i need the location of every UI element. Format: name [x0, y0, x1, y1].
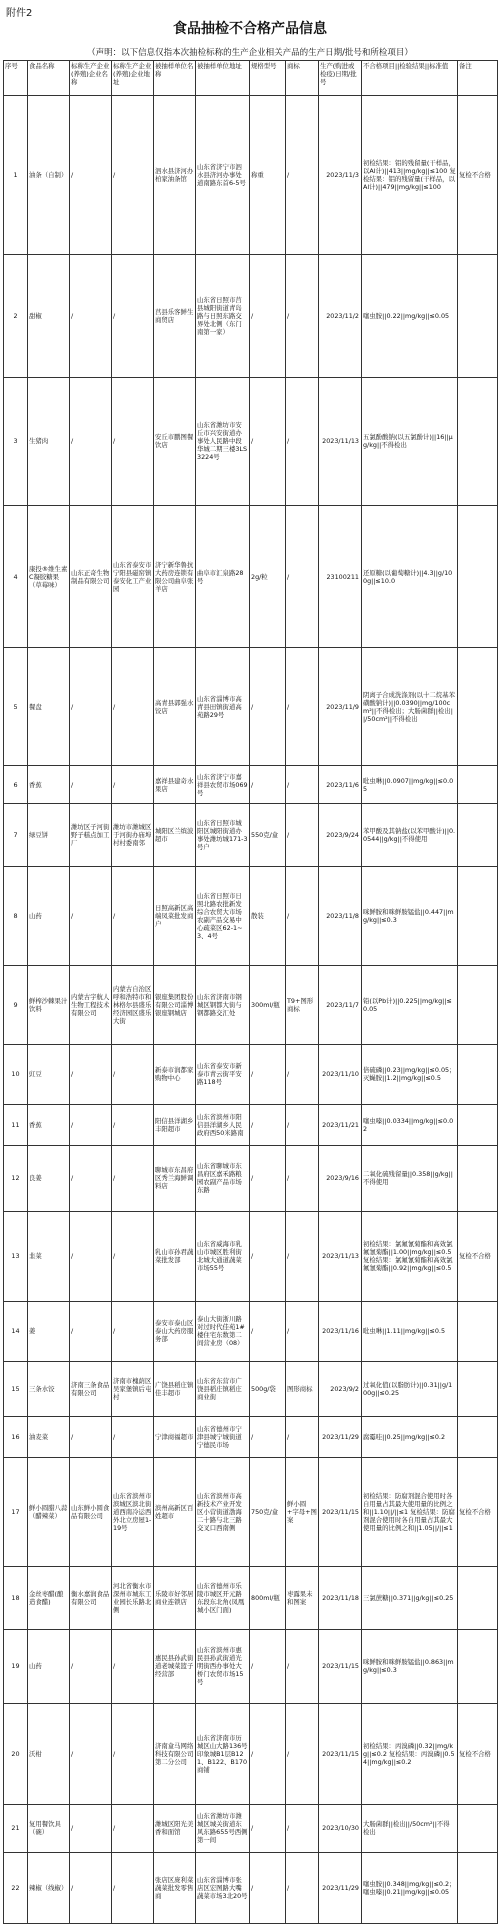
cell-sampled-unit-name: 宁津商福超市 — [154, 1416, 196, 1457]
cell-sampled-unit-address: 山东省济宁市嘉祥县农贸市场069号 — [196, 765, 250, 803]
cell-producer-name: / — [70, 1301, 112, 1361]
cell-food-name: 油条（自制） — [28, 96, 70, 255]
cell-spec: 800ml/瓶 — [250, 1567, 286, 1630]
cell-production-date: 2023/11/18 — [319, 1567, 362, 1630]
cell-seq: 14 — [4, 1301, 28, 1361]
table-row — [4, 765, 498, 803]
table-row — [4, 1301, 498, 1361]
cell-spec: 散装 — [250, 867, 286, 965]
cell-spec: / — [250, 1852, 286, 1923]
cell-producer-name: 内蒙古宇航人生物工程技术有限公司 — [70, 965, 112, 1044]
header-spec: 规格型号 — [250, 61, 286, 96]
cell-producer-name: / — [70, 1852, 112, 1923]
cell-spec: / — [250, 1703, 286, 1804]
cell-spec: 称重 — [250, 96, 286, 255]
cell-producer-name: / — [70, 765, 112, 803]
cell-production-date: 2023/11/13 — [319, 1211, 362, 1301]
cell-food-name: 鲜小圆腊八蒜（醋辣菜） — [28, 1457, 70, 1566]
cell-sampled-unit-address: 山东省济宁市泗水县济河办事处道南路东首6-5号 — [196, 96, 250, 255]
cell-trademark: / — [286, 1416, 319, 1457]
cell-food-name: 油麦菜 — [28, 1416, 70, 1457]
cell-producer-address: / — [112, 1852, 154, 1923]
table-row — [4, 867, 498, 965]
table-row — [4, 1416, 498, 1457]
table-row — [4, 1457, 498, 1566]
cell-remark — [458, 1567, 498, 1630]
cell-trademark: 鲜小圆+字母+图案 — [286, 1457, 319, 1566]
cell-trademark: / — [286, 1301, 319, 1361]
cell-food-name: 生猪肉 — [28, 377, 70, 506]
table-row — [4, 1146, 498, 1212]
cell-production-date: 2023/11/29 — [319, 1852, 362, 1923]
cell-failed-item-result: 咪鲜胺和咪鲜胺锰盐||0.863||mg/kg||≤0.3 — [362, 1629, 458, 1703]
cell-spec: / — [250, 1301, 286, 1361]
cell-production-date: 2023/11/10 — [319, 1044, 362, 1104]
cell-seq: 19 — [4, 1629, 28, 1703]
cell-producer-address: / — [112, 1416, 154, 1457]
cell-sampled-unit-address: 山东省淄博市高青县田镇街道高苑路29号 — [196, 648, 250, 766]
cell-producer-address: / — [112, 1211, 154, 1301]
cell-food-name: 鲜榨沙棘果汁饮料 — [28, 965, 70, 1044]
cell-producer-address: / — [112, 1146, 154, 1212]
cell-producer-name: / — [70, 1416, 112, 1457]
cell-trademark: / — [286, 254, 319, 377]
cell-food-name: 沃柑 — [28, 1703, 70, 1804]
cell-producer-address: / — [112, 254, 154, 377]
cell-spec: / — [250, 254, 286, 377]
cell-sampled-unit-name: 惠民县孙武街道老城菜篮子经营部 — [154, 1629, 196, 1703]
table-row — [4, 1703, 498, 1804]
cell-food-name: 香蕉 — [28, 765, 70, 803]
table-row — [4, 965, 498, 1044]
cell-seq: 11 — [4, 1104, 28, 1145]
cell-seq: 17 — [4, 1457, 28, 1566]
cell-sampled-unit-name: 乳山市孙君蔬菜批发部 — [154, 1211, 196, 1301]
table-row — [4, 254, 498, 377]
cell-producer-name: / — [70, 648, 112, 766]
cell-producer-name: / — [70, 254, 112, 377]
cell-remark — [458, 1416, 498, 1457]
cell-production-date: 2023/11/6 — [319, 765, 362, 803]
table-row — [4, 648, 498, 766]
cell-producer-address: 山东省泰安市宁阳县磁窑镇泰安化工产业园 — [112, 506, 154, 648]
cell-producer-address: / — [112, 1703, 154, 1804]
cell-trademark: T9+图形商标 — [286, 965, 319, 1044]
cell-remark — [458, 867, 498, 965]
cell-production-date: 2023/11/8 — [319, 867, 362, 965]
cell-failed-item-result: 倍硫磷||0.23||mg/kg||≤0.05；灭蝇胺||1.2||mg/kg||≤0.5 — [362, 1044, 458, 1104]
cell-sampled-unit-address: 山东省日照市日照北路农批新发综合农贸大市场农副产品交易中心疏菜区62-1~3、4号 — [196, 867, 250, 965]
cell-spec: 750克/盒 — [250, 1457, 286, 1566]
attachment-label: 附件2 — [6, 8, 33, 19]
table-row — [4, 1804, 498, 1852]
cell-food-name: 康投®维生素C凝胶糖果（草莓味） — [28, 506, 70, 648]
cell-spec: / — [250, 1629, 286, 1703]
cell-production-date: 2023/11/15 — [319, 1703, 362, 1804]
cell-failed-item-result: 咪鲜胺和咪鲜胺锰盐||0.447||mg/kg||≤0.3 — [362, 867, 458, 965]
cell-seq: 2 — [4, 254, 28, 377]
cell-remark: 复检不合格 — [458, 1211, 498, 1301]
table-row — [4, 377, 498, 506]
cell-remark — [458, 1104, 498, 1145]
cell-remark — [458, 1146, 498, 1212]
cell-sampled-unit-name: 聊城市东昌府区秀兰海鲜调料店 — [154, 1146, 196, 1212]
cell-production-date: 2023/11/13 — [319, 377, 362, 506]
cell-sampled-unit-address: 山东省德州市宁津县城宁城街道宁德民市场 — [196, 1416, 250, 1457]
cell-failed-item-result: 初检结果：氯氟氰菊酯和高效氯氟氰菊酯||1.00||mg/kg||≤0.5 复检结果：氯氟氰菊酯和高效氯氟氰菊酯||0.92||mg/kg||≤0.5 — [362, 1211, 458, 1301]
cell-failed-item-result: 还原糖(以葡萄糖计)||4.3||g/100g||≤10.0 — [362, 506, 458, 648]
cell-trademark: / — [286, 804, 319, 867]
cell-sampled-unit-name: 安丘市鹏图餐饮店 — [154, 377, 196, 506]
cell-remark — [458, 648, 498, 766]
cell-remark — [458, 965, 498, 1044]
cell-producer-name: / — [70, 1629, 112, 1703]
cell-food-name: 姜 — [28, 1301, 70, 1361]
cell-seq: 7 — [4, 804, 28, 867]
cell-spec: / — [250, 1804, 286, 1852]
cell-sampled-unit-address: 山东省德州市乐陵市城区开元路东段东北角(凤凰城小区门面) — [196, 1567, 250, 1630]
table-row — [4, 1044, 498, 1104]
cell-producer-address: / — [112, 1804, 154, 1852]
cell-producer-name: / — [70, 1146, 112, 1212]
cell-sampled-unit-address: 山东省滨州市阳信县洋湖乡人民政府西50米路南 — [196, 1104, 250, 1145]
cell-production-date: 2023/9/16 — [319, 1146, 362, 1212]
cell-trademark: / — [286, 506, 319, 648]
cell-producer-address: / — [112, 765, 154, 803]
cell-sampled-unit-name: 嘉祥县建奇水果店 — [154, 765, 196, 803]
cell-sampled-unit-address: 山东省日照市城阳区城阳街道办事处潍坊城171-3号户 — [196, 804, 250, 867]
cell-seq: 5 — [4, 648, 28, 766]
cell-failed-item-result: 初检结果：铝的残留量(干样品，以Al计)||413||mg/kg||≤100 复检结果：铝的残留量(干样品，以Al计)||479||mg/kg||≤100 — [362, 96, 458, 255]
cell-spec: / — [250, 765, 286, 803]
cell-trademark: / — [286, 867, 319, 965]
cell-producer-address: / — [112, 377, 154, 506]
cell-spec: / — [250, 1416, 286, 1457]
cell-sampled-unit-address: 山东省泰安市新泰市青云街平安路118号 — [196, 1044, 250, 1104]
cell-producer-name: / — [70, 867, 112, 965]
cell-producer-name: 潍坊区子河街野子糕点加工厂 — [70, 804, 112, 867]
cell-sampled-unit-name: 济宁新华鲁抗大药房连锁有限公司曲阜张羊店 — [154, 506, 196, 648]
cell-sampled-unit-name: 银座集团股份有限公司淄博银座钢城店 — [154, 965, 196, 1044]
cell-seq: 15 — [4, 1362, 28, 1417]
cell-spec: 2g/粒 — [250, 506, 286, 648]
cell-seq: 18 — [4, 1567, 28, 1630]
cell-sampled-unit-name: 济南盒马网络科技有限公司第二分公司 — [154, 1703, 196, 1804]
cell-trademark: 枣露果未和图案 — [286, 1567, 319, 1630]
table-row — [4, 506, 498, 648]
cell-seq: 21 — [4, 1804, 28, 1852]
cell-failed-item-result: 五氯酚酸钠(以五氯酚计)||16||μg/kg||不得检出 — [362, 377, 458, 506]
cell-production-date: 2023/11/21 — [319, 1104, 362, 1145]
table-row — [4, 96, 498, 255]
cell-spec: / — [250, 1211, 286, 1301]
cell-sampled-unit-address: 山东省济南市历城区山大路136号印象城B1层B121、B122、B170商铺 — [196, 1703, 250, 1804]
cell-sampled-unit-address: 山东省东营市广饶县稻庄镇稻庄商业街 — [196, 1362, 250, 1417]
cell-trademark: / — [286, 377, 319, 506]
header-sampled-unit-address: 被抽样单位地址 — [196, 61, 250, 96]
cell-spec: / — [250, 648, 286, 766]
cell-failed-item-result: 过氧化值(以脂肪计)||0.31||g/100g||≤0.25 — [362, 1362, 458, 1417]
cell-failed-item-result: 二氧化硫残留量||0.358||g/kg||不得使用 — [362, 1146, 458, 1212]
cell-remark — [458, 1852, 498, 1923]
cell-sampled-unit-address: 山东省滨州市高新技术产业开发区小营街道渤海二十路与北三路交叉口西南侧 — [196, 1457, 250, 1566]
declaration-text: （声明：以下信息仅指本次抽检标称的生产企业相关产品的生产日期/批号和所检项目） — [87, 48, 413, 58]
cell-food-name: 辣椒（线椒） — [28, 1852, 70, 1923]
cell-production-date: 2023/10/30 — [319, 1804, 362, 1852]
cell-producer-name: 山东鲜小圆食品有限公司 — [70, 1457, 112, 1566]
cell-producer-name: / — [70, 1703, 112, 1804]
cell-producer-name: / — [70, 377, 112, 506]
cell-producer-address: 山东省滨州市滨城区滨北街道西南冷运西外北立房屋1-19号 — [112, 1457, 154, 1566]
cell-food-name: 山药 — [28, 1629, 70, 1703]
cell-sampled-unit-name: 乐陵市好邻居商业连锁店 — [154, 1567, 196, 1630]
cell-trademark: / — [286, 1104, 319, 1145]
failed-products-table — [3, 60, 498, 1924]
cell-production-date: 2023/11/9 — [319, 648, 362, 766]
cell-producer-address: 河北省衡水市深州市城东工业园长乐路北侧 — [112, 1567, 154, 1630]
cell-sampled-unit-name: 滨州高新区百姓超市 — [154, 1457, 196, 1566]
cell-sampled-unit-address: 山东省聊城市东昌府区嘉禾路粮园农副产品市场东路 — [196, 1146, 250, 1212]
cell-sampled-unit-address: 山东省滨州市惠民县孙武街道光明街西办事处大桥门农贸市场15号 — [196, 1629, 250, 1703]
cell-producer-address: 济南市槐荫区吴家堡镇后屯村 — [112, 1362, 154, 1417]
header-production-date: 生产(购进或检疫)日期/批号 — [319, 61, 362, 96]
cell-sampled-unit-name: 高青县郭强水饺店 — [154, 648, 196, 766]
cell-seq: 4 — [4, 506, 28, 648]
cell-production-date: 2023/11/3 — [319, 96, 362, 255]
cell-food-name: 金丝枣醋(酿造食醋) — [28, 1567, 70, 1630]
cell-producer-name: 山东正奇生物制品有限公司 — [70, 506, 112, 648]
cell-trademark: / — [286, 1211, 319, 1301]
cell-spec: / — [250, 1146, 286, 1212]
cell-trademark: 图形商标 — [286, 1362, 319, 1417]
cell-sampled-unit-name: 日照高新区高端凤菜批发商户 — [154, 867, 196, 965]
cell-failed-item-result: 噻虫胺||0.22||mg/kg||≤0.05 — [362, 254, 458, 377]
table-row — [4, 1567, 498, 1630]
cell-failed-item-result: 苯甲酸及其钠盐(以苯甲酸计)||0.0544||g/kg||不得使用 — [362, 804, 458, 867]
cell-producer-address: / — [112, 867, 154, 965]
cell-sampled-unit-name: 莒县乐客鲜生商贸店 — [154, 254, 196, 377]
cell-producer-name: / — [70, 1804, 112, 1852]
cell-production-date: 2023/11/15 — [319, 1457, 362, 1566]
cell-sampled-unit-address: 曲阜市汇泉路28号 — [196, 506, 250, 648]
cell-seq: 12 — [4, 1146, 28, 1212]
cell-seq: 8 — [4, 867, 28, 965]
cell-production-date: 2023/11/29 — [319, 1416, 362, 1457]
cell-remark — [458, 1804, 498, 1852]
cell-remark: 复检不合格 — [458, 1457, 498, 1566]
cell-food-name: 餐盘 — [28, 648, 70, 766]
cell-sampled-unit-name: 潍城区阳光美香和面馆 — [154, 1804, 196, 1852]
cell-trademark: / — [286, 1804, 319, 1852]
cell-producer-address: / — [112, 96, 154, 255]
cell-spec: 500g/袋 — [250, 1362, 286, 1417]
cell-seq: 6 — [4, 765, 28, 803]
cell-failed-item-result: 吡虫啉||0.0907||mg/kg||≤0.05 — [362, 765, 458, 803]
cell-seq: 13 — [4, 1211, 28, 1301]
cell-production-date: 2023/11/7 — [319, 965, 362, 1044]
cell-producer-address: / — [112, 1629, 154, 1703]
cell-food-name: 韭菜 — [28, 1211, 70, 1301]
cell-food-name: 山药 — [28, 867, 70, 965]
cell-spec: / — [250, 1104, 286, 1145]
cell-trademark: / — [286, 1146, 319, 1212]
cell-production-date: 2023/11/2 — [319, 254, 362, 377]
table-row — [4, 1211, 498, 1301]
cell-remark — [458, 1362, 498, 1417]
cell-sampled-unit-name: 新泰市润都家购物中心 — [154, 1044, 196, 1104]
cell-remark — [458, 506, 498, 648]
cell-sampled-unit-name: 张店区庞利菜蔬菜批发零售商 — [154, 1852, 196, 1923]
cell-seq: 3 — [4, 377, 28, 506]
cell-sampled-unit-address: 山东省威海市乳山市城区胜利街北城大通道蔬菜市场55号 — [196, 1211, 250, 1301]
cell-remark — [458, 804, 498, 867]
cell-sampled-unit-address: 山东省济南市钢城区钢都大街与钢都路交汇处 — [196, 965, 250, 1044]
cell-sampled-unit-name: 泗水县济河办柏家油条馆 — [154, 96, 196, 255]
cell-spec: / — [250, 377, 286, 506]
cell-failed-item-result: 铅(以Pb计)||0.225||mg/kg||≤0.05 — [362, 965, 458, 1044]
cell-sampled-unit-name: 广饶县稻庄镇佳丰超市 — [154, 1362, 196, 1417]
cell-failed-item-result: 吡虫啉||1.11||mg/kg||≤0.5 — [362, 1301, 458, 1361]
cell-food-name: 豇豆 — [28, 1044, 70, 1104]
cell-producer-address: / — [112, 1301, 154, 1361]
cell-seq: 1 — [4, 96, 28, 255]
cell-producer-name: / — [70, 1211, 112, 1301]
header-seq: 序号 — [4, 61, 28, 96]
header-producer-address: 标称生产企业(养殖)企业地址 — [112, 61, 154, 96]
table-row — [4, 1852, 498, 1923]
cell-failed-item-result: 阴离子合成洗涤剂(以十二烷基苯磺酸钠计)||0.0390||mg/100cm²||不得检出；大肠菌群||检出||/50cm²||不得检出 — [362, 648, 458, 766]
cell-spec: 300ml/瓶 — [250, 965, 286, 1044]
cell-remark — [458, 377, 498, 506]
table-body — [4, 96, 498, 1924]
cell-sampled-unit-address: 山东省潍坊市潍城区城关街道东风东路655号西侧第一间 — [196, 1804, 250, 1852]
cell-producer-name: 济南三条食品有限公司 — [70, 1362, 112, 1417]
cell-production-date: 2023/9/2 — [319, 1362, 362, 1417]
cell-producer-address: / — [112, 648, 154, 766]
cell-production-date: 23100211 — [319, 506, 362, 648]
cell-failed-item-result: 三氯蔗糖||0.371||g/kg||≤0.25 — [362, 1567, 458, 1630]
cell-remark — [458, 1301, 498, 1361]
cell-remark — [458, 765, 498, 803]
header-remark: 备注 — [458, 61, 498, 96]
cell-production-date: 2023/9/24 — [319, 804, 362, 867]
cell-food-name: 香蕉 — [28, 1104, 70, 1145]
cell-seq: 16 — [4, 1416, 28, 1457]
table-row — [4, 1362, 498, 1417]
cell-remark — [458, 254, 498, 377]
cell-remark — [458, 1629, 498, 1703]
header-failed-item-result: 不合格项目||检验结果||标准值 — [362, 61, 458, 96]
cell-producer-name: / — [70, 1044, 112, 1104]
cell-producer-address: 潍坊市潍城区于河街办庙埠村村委南邻 — [112, 804, 154, 867]
cell-sampled-unit-address: 山东省淄博市张店区宏图路大嘴蔬菜市场3北20号 — [196, 1852, 250, 1923]
cell-failed-item-result: 初检结果：丙溴磷||0.32||mg/kg||≤0.2 复检结果：丙溴磷||0.54||mg/kg||≤0.2 — [362, 1703, 458, 1804]
cell-sampled-unit-address: 山东省日照市莒县城阳街道青岛路与日照东路交界处北侧（东门南第一家） — [196, 254, 250, 377]
table-header-row — [4, 61, 498, 96]
cell-failed-item-result: 初检结果：防腐剂混合使用时各自用量占其最大使用量的比例之和||1.10||/||≤1 复检结果：防腐剂混合使用时各自用量占其最大使用量的比例之和||1.05||/||≤1 — [362, 1457, 458, 1566]
header-food-name: 食品名称 — [28, 61, 70, 96]
cell-producer-name: 衡水嘉润食品有限公司 — [70, 1567, 112, 1630]
header-trademark: 商标 — [286, 61, 319, 96]
cell-seq: 10 — [4, 1044, 28, 1104]
cell-producer-name: / — [70, 1104, 112, 1145]
table-row — [4, 1629, 498, 1703]
cell-trademark: / — [286, 1044, 319, 1104]
cell-trademark: / — [286, 1852, 319, 1923]
cell-failed-item-result: 噻虫嗪||0.0334||mg/kg||≤0.02 — [362, 1104, 458, 1145]
cell-trademark: / — [286, 765, 319, 803]
cell-food-name: 良姜 — [28, 1146, 70, 1212]
table-row — [4, 804, 498, 867]
cell-spec: / — [250, 1044, 286, 1104]
cell-food-name: 绿豆饼 — [28, 804, 70, 867]
cell-seq: 9 — [4, 965, 28, 1044]
cell-remark: 复检不合格 — [458, 96, 498, 255]
cell-trademark: / — [286, 1703, 319, 1804]
cell-failed-item-result: 噻虫胺||0.348||mg/kg||≤0.2；噻虫嗪||0.21||mg/kg||≤0.05 — [362, 1852, 458, 1923]
cell-trademark: / — [286, 96, 319, 255]
document-title: 食品抽检不合格产品信息 — [173, 21, 327, 37]
cell-producer-name: / — [70, 96, 112, 255]
cell-seq: 22 — [4, 1852, 28, 1923]
cell-spec: 550克/盒 — [250, 804, 286, 867]
cell-production-date: 2023/11/15 — [319, 1629, 362, 1703]
cell-food-name: 甜椒 — [28, 254, 70, 377]
cell-sampled-unit-name: 泰安市泰山区泰山大药房服务部 — [154, 1301, 196, 1361]
header-producer-name: 标称生产企业(养殖)企业名称 — [70, 61, 112, 96]
cell-sampled-unit-name: 阳信县洋湖乡丰阳超市 — [154, 1104, 196, 1145]
cell-food-name: 复用餐饮具（碗） — [28, 1804, 70, 1852]
cell-sampled-unit-address: 泰山大街浙川路对过时代佳苑1#楼住宅东数第二间营业房（08） — [196, 1301, 250, 1361]
cell-producer-address: / — [112, 1104, 154, 1145]
cell-producer-address: / — [112, 1044, 154, 1104]
cell-production-date: 2023/11/16 — [319, 1301, 362, 1361]
cell-failed-item-result: 大肠菌群||检出||/50cm²||不得检出 — [362, 1804, 458, 1852]
header-sampled-unit-name: 被抽样单位名称 — [154, 61, 196, 96]
table-row — [4, 1104, 498, 1145]
cell-remark — [458, 1044, 498, 1104]
cell-sampled-unit-name: 城阳区兰缤波超市 — [154, 804, 196, 867]
cell-failed-item-result: 腐霉哇||0.25||mg/kg||≤0.2 — [362, 1416, 458, 1457]
cell-food-name: 三条水饺 — [28, 1362, 70, 1417]
cell-seq: 20 — [4, 1703, 28, 1804]
cell-trademark: / — [286, 648, 319, 766]
cell-remark: 复检不合格 — [458, 1703, 498, 1804]
cell-trademark: / — [286, 1629, 319, 1703]
cell-producer-address: 内蒙古自治区呼和浩特市和林格尔县盛乐经济园区盛乐大街 — [112, 965, 154, 1044]
cell-sampled-unit-address: 山东省潍坊市安丘市兴安街道办事处人民路中段华城二期三楼3LS3224号 — [196, 377, 250, 506]
